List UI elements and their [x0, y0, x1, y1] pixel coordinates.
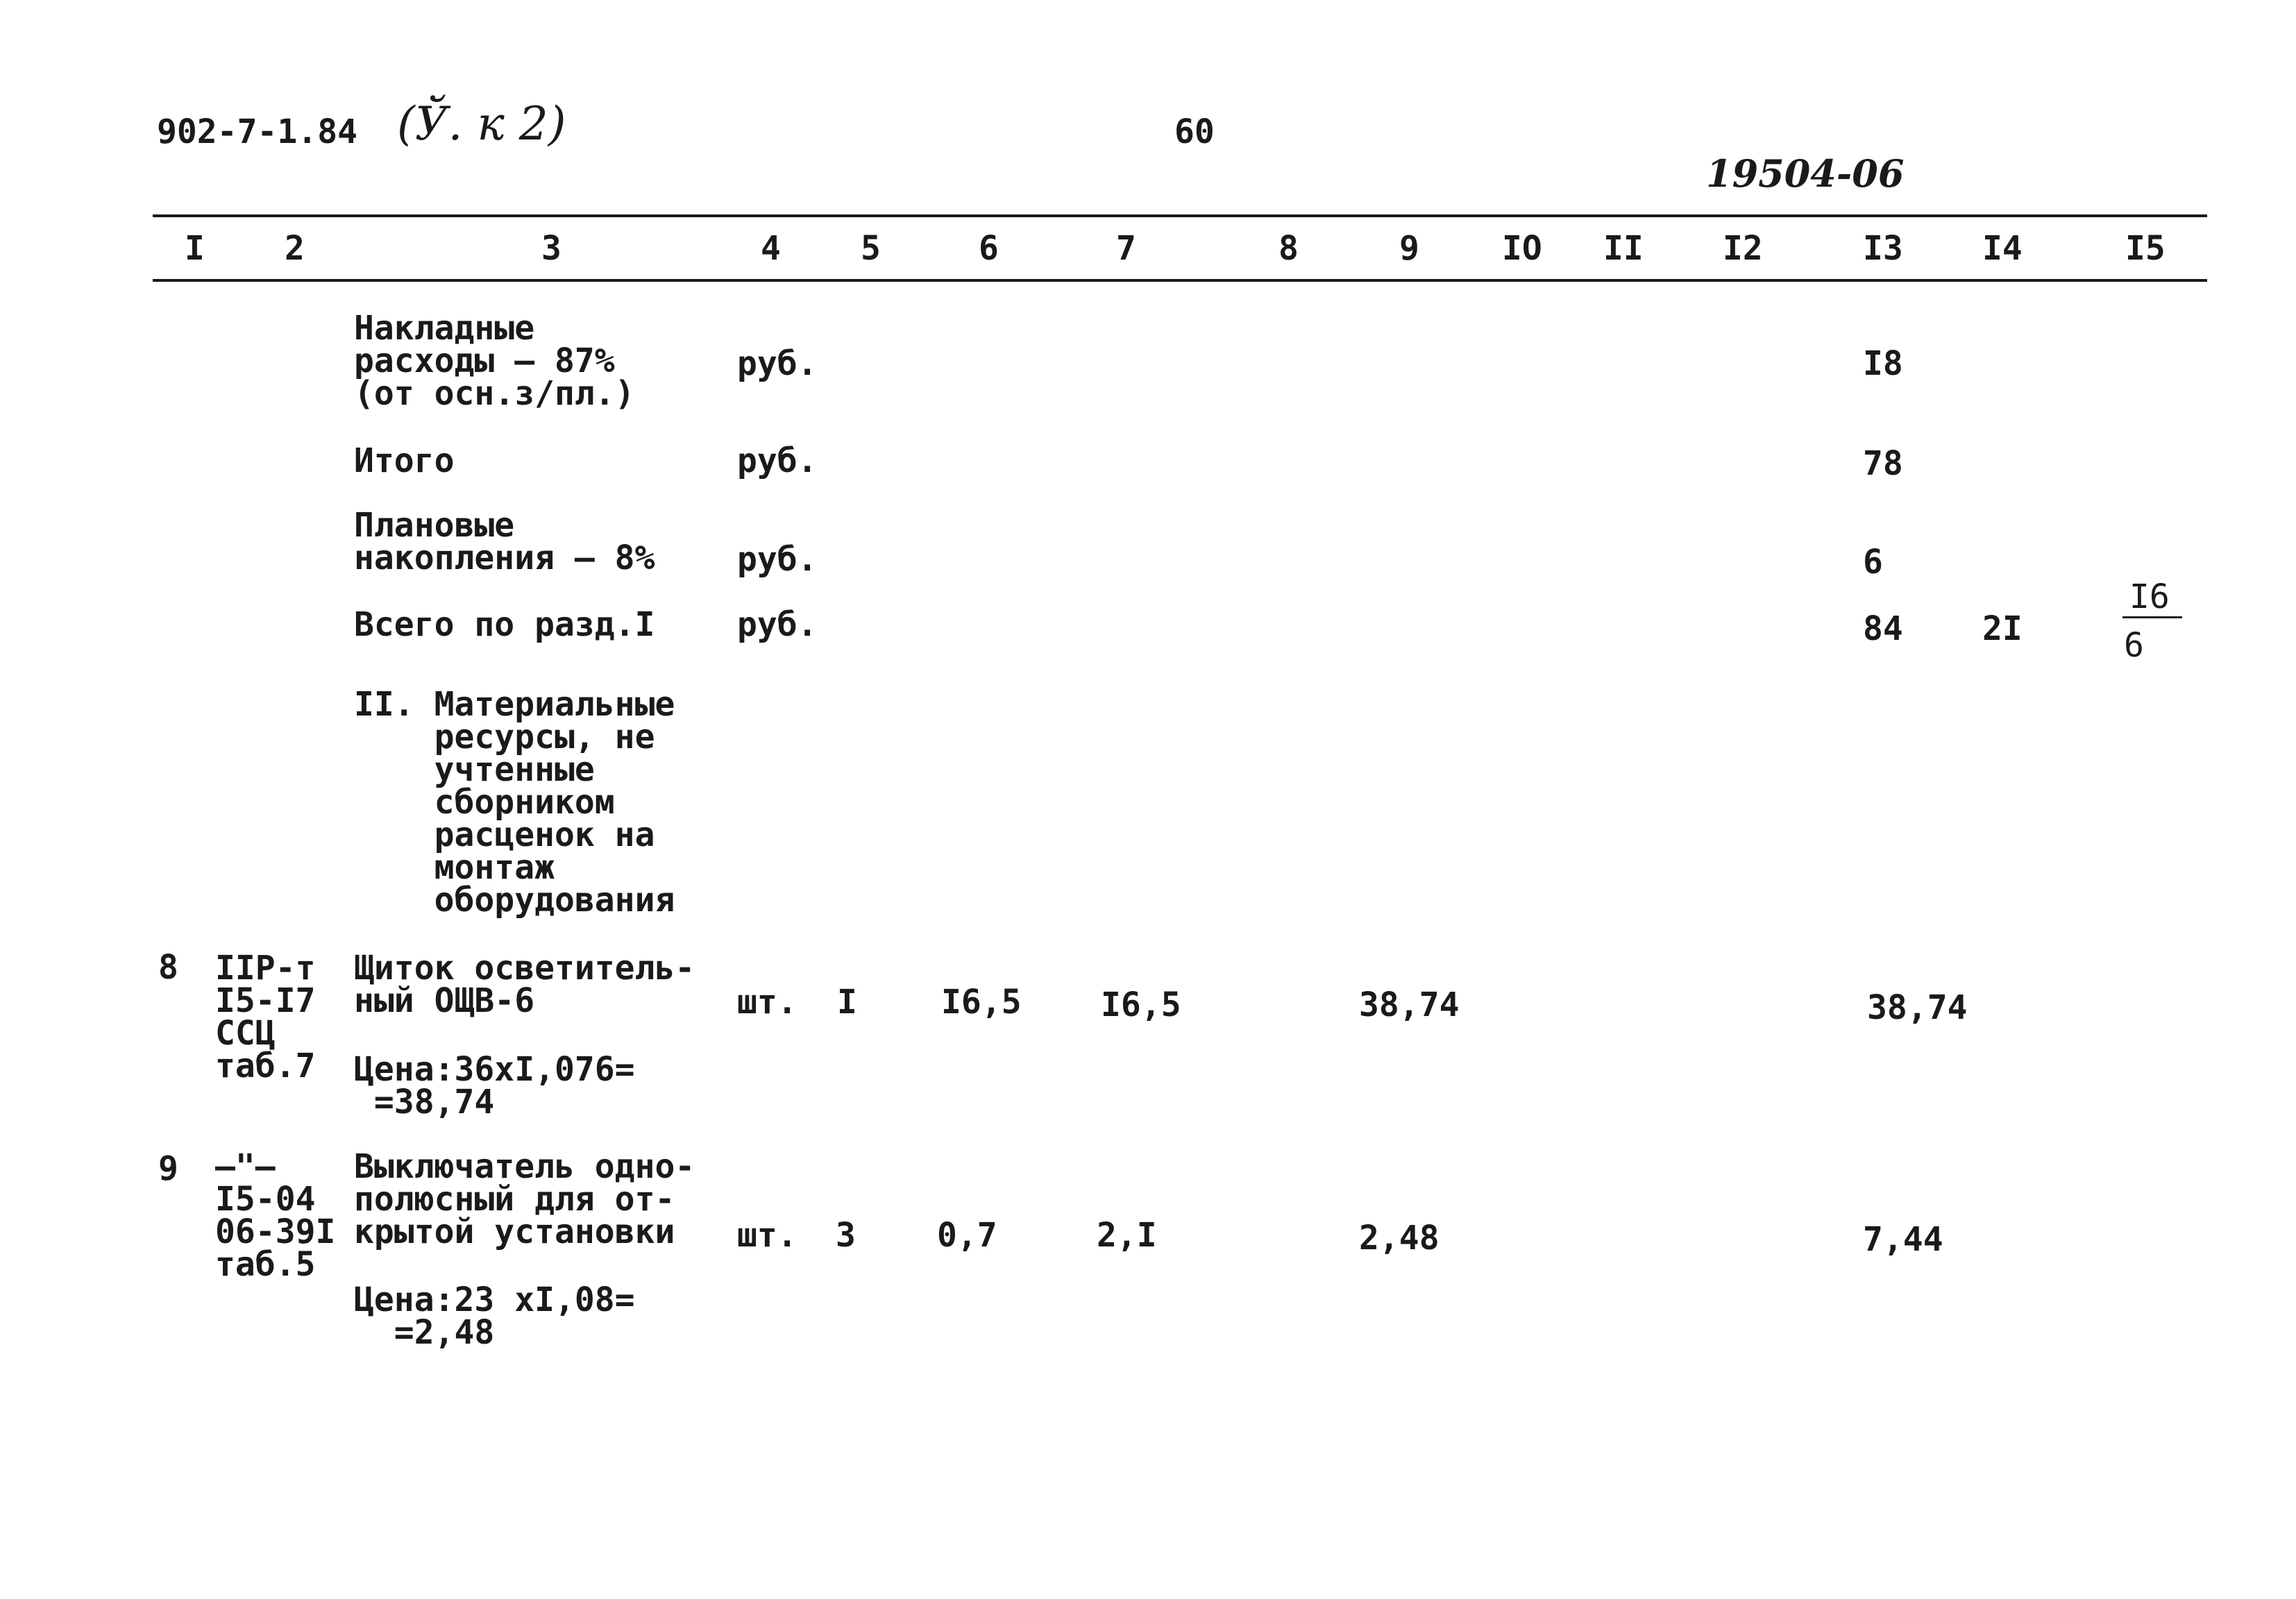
row-col9: 38,74 [1359, 985, 1460, 1024]
row-col13: I8 [1863, 344, 1903, 383]
row-name: Щиток осветитель- ный ОЩВ-6 [354, 949, 695, 1020]
row-col13: 38,74 [1867, 988, 1968, 1027]
column-header: I2 [1723, 229, 1763, 268]
row-code: –"– I5-04 06-39I таб.5 [215, 1147, 336, 1284]
row-name: Всего по разд.I [354, 605, 655, 644]
column-header: II [1603, 229, 1644, 268]
row-code: IIP-т I5-I7 ССЦ таб.7 [215, 949, 316, 1085]
column-header: 5 [861, 229, 881, 268]
row-unit: руб. [737, 441, 818, 480]
row-name: Выключатель одно- полюсный для от- крытой установки [354, 1147, 695, 1251]
row-col13: 78 [1863, 444, 1903, 483]
row-unit: руб. [737, 344, 818, 383]
row-col13: 84 [1863, 609, 1903, 648]
row-col5: I [837, 983, 857, 1022]
column-header: I [185, 229, 205, 268]
table-top-rule [153, 214, 2207, 217]
fraction-denominator: 6 [2124, 626, 2144, 665]
row-unit: шт. [737, 1216, 797, 1255]
row-unit: руб. [737, 540, 818, 579]
column-header: 8 [1278, 229, 1299, 268]
row-name: Накладные расходы – 87% (от осн.з/пл.) [354, 309, 635, 413]
row-col7: 2,I [1097, 1216, 1157, 1255]
inventory-number: 19504-06 [1706, 151, 1905, 196]
column-header: 9 [1399, 229, 1419, 268]
row-col7: I6,5 [1101, 985, 1181, 1024]
column-header: I3 [1863, 229, 1903, 268]
row-number: 9 [158, 1149, 178, 1188]
row-col6: I6,5 [941, 983, 1022, 1022]
row-col13: 6 [1863, 543, 1883, 582]
row-col5: 3 [836, 1216, 856, 1255]
document-code: 902-7-1.84 [157, 112, 357, 151]
row-col14: 2I [1982, 609, 2023, 648]
column-header: 3 [541, 229, 562, 268]
row-number: 8 [158, 948, 178, 987]
row-col6: 0,7 [937, 1216, 997, 1255]
column-header: I4 [1982, 229, 2023, 268]
price-note: Цена:36хI,076= =38,74 [354, 1050, 635, 1122]
fraction-bar [2122, 616, 2182, 618]
fraction-numerator: I6 [2129, 577, 2170, 616]
column-header: IO [1502, 229, 1542, 268]
column-header: I5 [2125, 229, 2166, 268]
section-title: II. Материальные ресурсы, не учтенные сборником расценок на монтаж оборудования [354, 685, 675, 920]
column-header: 2 [285, 229, 305, 268]
table-header-rule [153, 279, 2207, 282]
row-unit: руб. [737, 605, 818, 644]
row-name: Плановые накопления – 8% [354, 506, 655, 577]
column-header: 7 [1116, 229, 1136, 268]
column-header: 4 [761, 229, 781, 268]
row-name: Итого [354, 441, 455, 480]
handwritten-note: (Ў. к 2) [397, 97, 566, 151]
price-note: Цена:23 хI,08= =2,48 [354, 1280, 635, 1352]
row-col13: 7,44 [1863, 1220, 1943, 1259]
page-number: 60 [1174, 112, 1215, 151]
row-unit: шт. [737, 983, 797, 1022]
column-header: 6 [979, 229, 999, 268]
row-col9: 2,48 [1359, 1219, 1440, 1258]
